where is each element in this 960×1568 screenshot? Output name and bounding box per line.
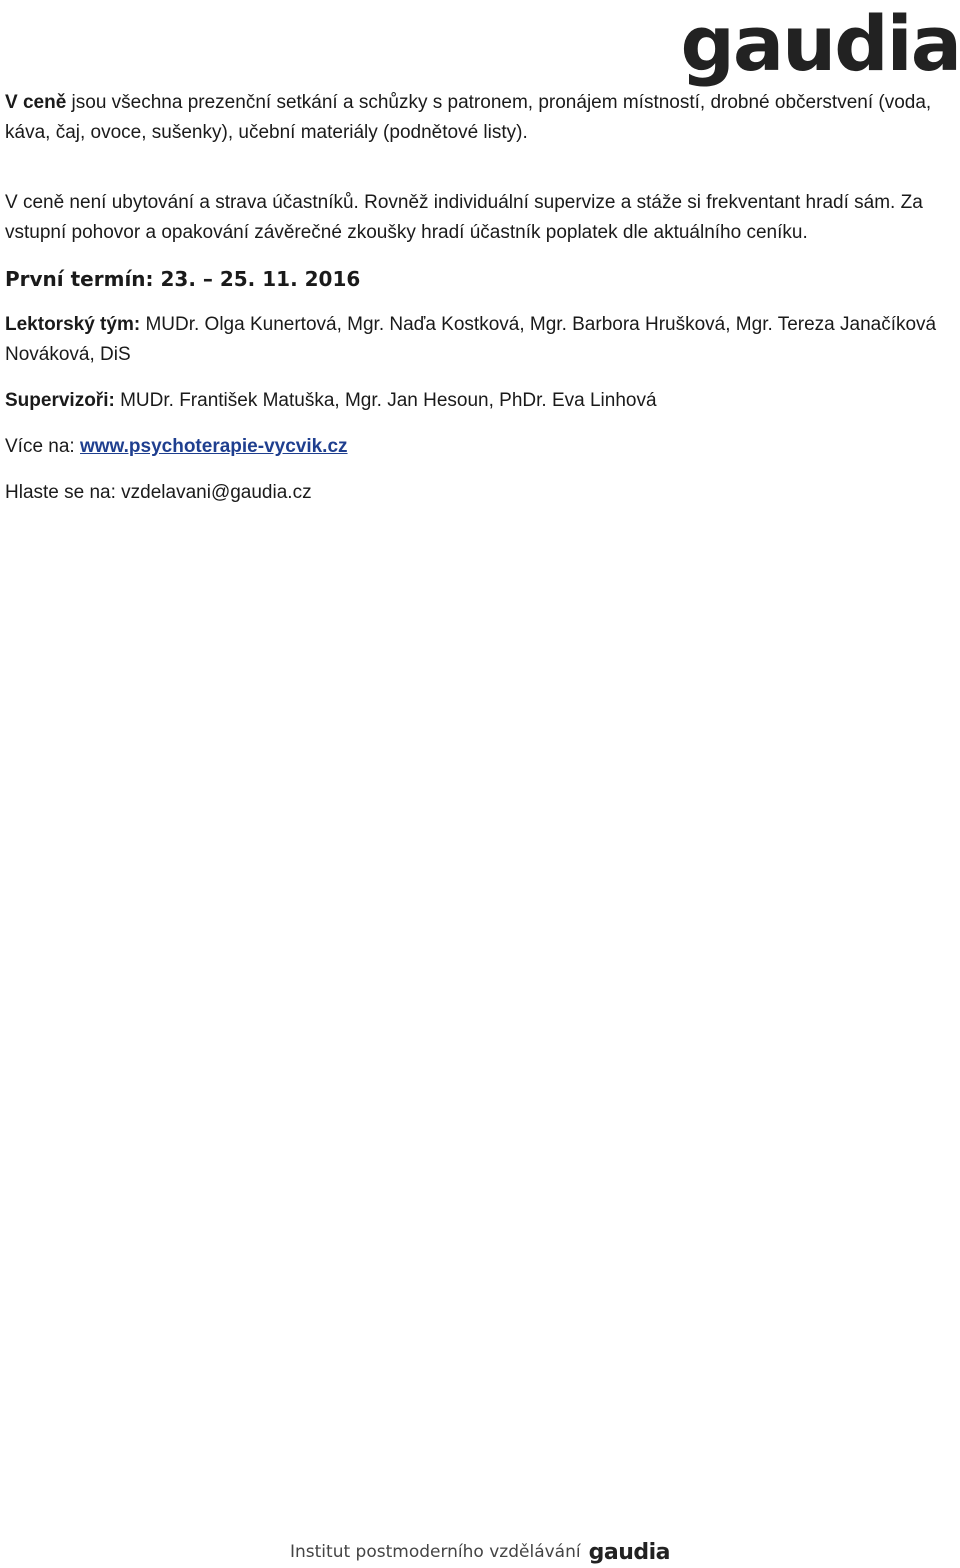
- footer: [290, 1536, 670, 1568]
- price-excludes-paragraph: V ceně není ubytování a strava účastníků. Rovněž individuální supervize a stáže si frekventant hradí sám. Za vstupní pohovor a opakování závěrečné zkoušky hradí účastník poplatek dle aktuálního ceníku.: [5, 192, 923, 243]
- supervisors-label: Supervizoři:: [5, 390, 115, 411]
- price-includes-text: jsou všechna prezenční setkání a schůzky s patronem, pronájem místností, drobné občerstvení (voda, káva, čaj, ovoce, sušenky), učební materiály (podnětové listy).: [5, 92, 932, 143]
- price-includes-label: V ceně: [5, 92, 67, 113]
- price-includes-paragraph: [5, 88, 950, 148]
- institute-text: Institut postmoderního vzdělávání: [290, 1542, 581, 1562]
- first-term-heading: První termín: 23. – 25. 11. 2016: [5, 267, 361, 291]
- lecturers-text: MUDr. Olga Kunertová, Mgr. Naďa Kostková, Mgr. Barbora Hrušková, Mgr. Tereza Janačíková Nováková, DiS: [5, 314, 937, 365]
- more-info-paragraph: [5, 432, 950, 462]
- gaudia-logo: gaudia: [680, 0, 960, 88]
- document-body: [5, 88, 950, 508]
- lecturers-paragraph: [5, 310, 950, 370]
- register-paragraph: Hlaste se na: vzdelavani@gaudia.cz: [5, 482, 312, 503]
- more-info-label: Více na:: [5, 436, 80, 457]
- footer-gaudia-logo: gaudia: [588, 1539, 670, 1565]
- supervisors-paragraph: [5, 386, 950, 416]
- website-link[interactable]: www.psychoterapie-vycvik.cz: [80, 436, 348, 457]
- lecturers-label: Lektorský tým:: [5, 314, 141, 335]
- supervisors-text: MUDr. František Matuška, Mgr. Jan Hesoun, PhDr. Eva Linhová: [114, 390, 657, 411]
